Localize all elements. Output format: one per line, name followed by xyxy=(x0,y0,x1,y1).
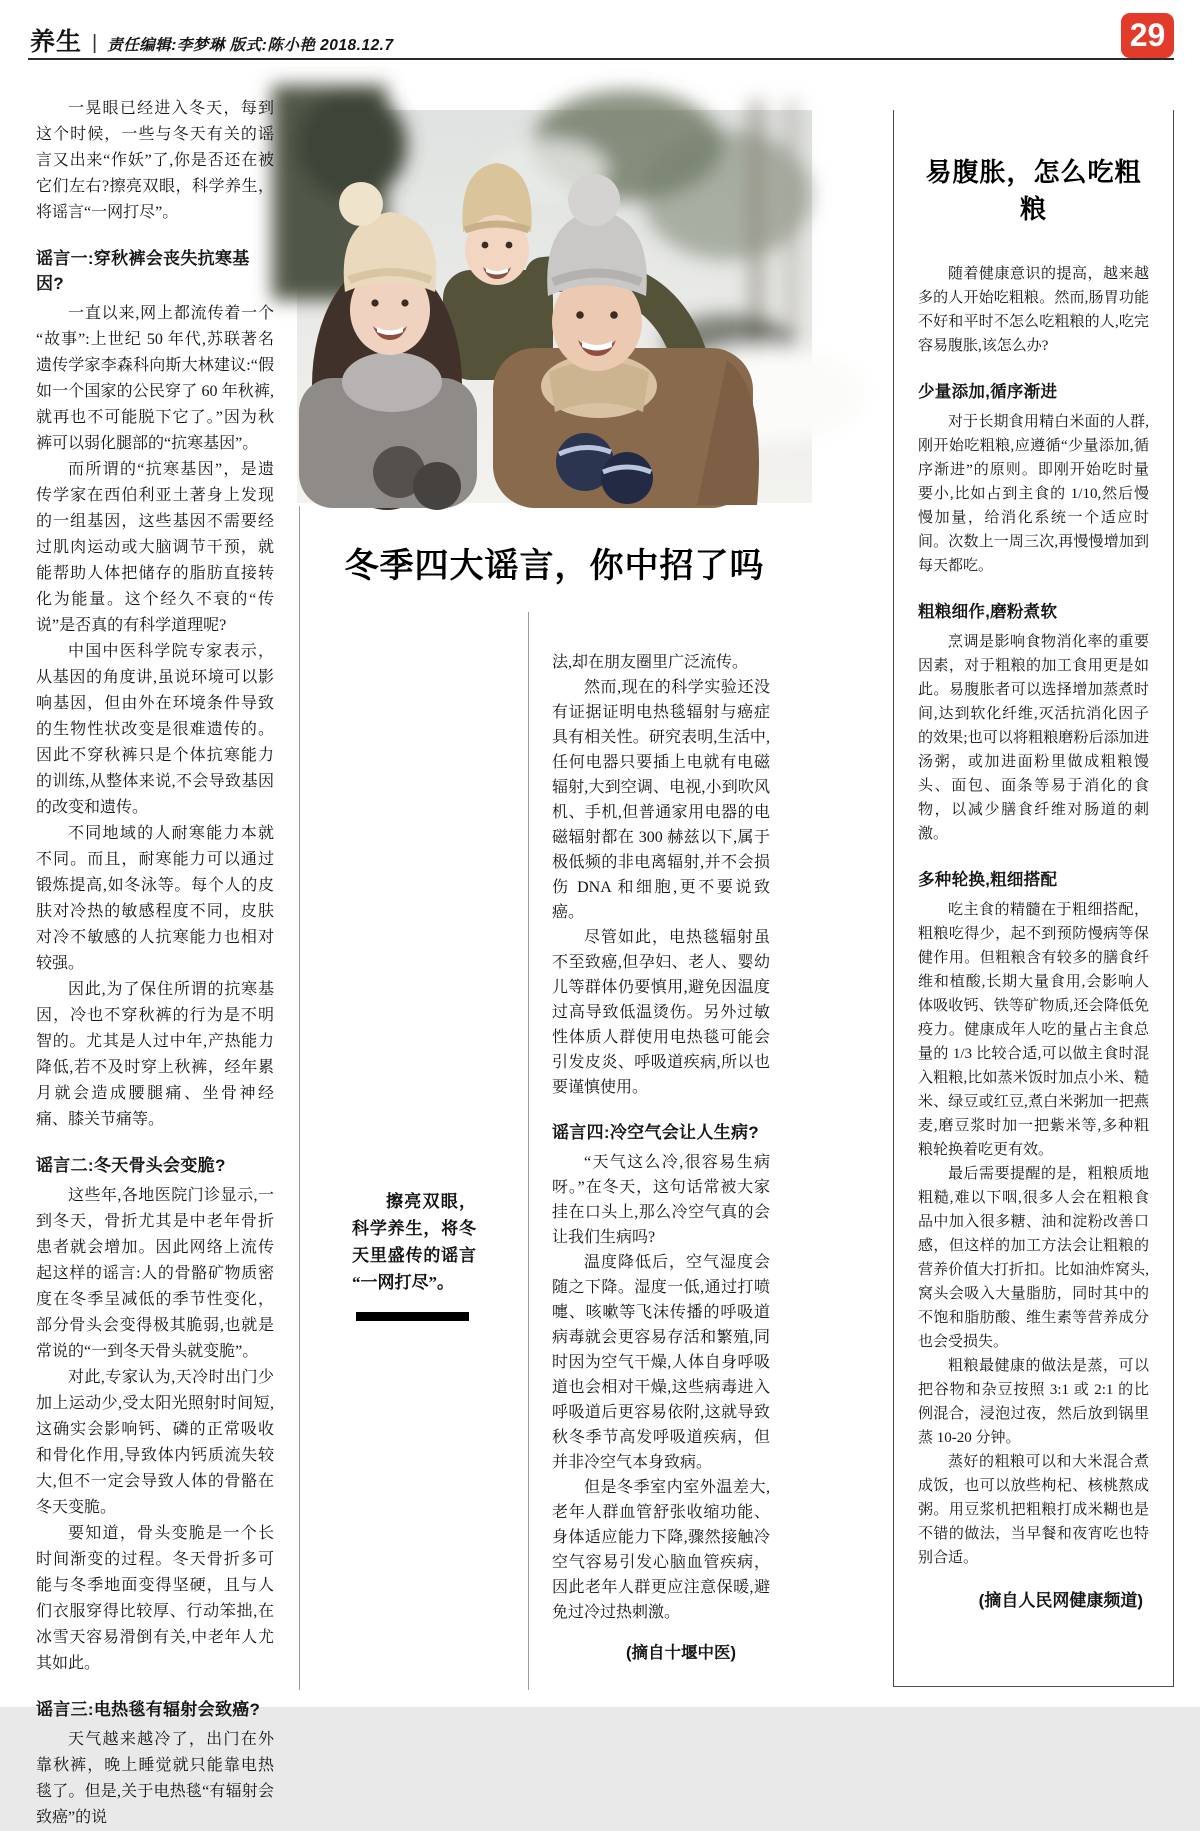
paragraph: 不同地域的人耐寒能力本就不同。而且，耐寒能力可以通过锻炼提高,如冬泳等。每个人的皮肤对冷热的敏感程度不同，皮肤对冷不敏感的人抗寒能力也相对较强。 xyxy=(36,825,274,972)
section-heading: 多种轮换,粗细搭配 xyxy=(918,871,1058,889)
paragraph: 对此,专家认为,天冷时出门少加上运动少,受太阳光照射时间短,这确实会影响钙、磷的正常吸收和骨化作用,导致体内钙质流失较大,但不一定会导致人体的骨骼在冬天变脆。 xyxy=(36,1369,274,1516)
paragraph: 天气越来越冷了，出门在外靠秋裤，晚上睡觉就只能靠电热毯了。但是,关于电热毯“有辐射会致癌”的说 xyxy=(36,1731,274,1826)
source-credit: (摘自人民网健康频道) xyxy=(978,1591,1143,1610)
side-article-body xyxy=(918,262,1149,1611)
side-article-panel xyxy=(893,110,1174,1687)
pull-quote-bar xyxy=(356,1312,469,1321)
winter-family-photo-svg xyxy=(297,110,812,503)
paragraph: 因此,为了保住所谓的抗寒基因，冷也不穿秋裤的行为是不明智的。尤其是人过中年,产热能力降低,若不及时穿上秋裤，经年累月就会造成腰腿痛、坐骨神经痛、膝关节痛等。 xyxy=(36,981,274,1128)
paragraph: 粗粮最健康的做法是蒸，可以把谷物和杂豆按照 3:1 或 2:1 的比例混合，浸泡过夜，然后放到锅里蒸 10-20 分钟。 xyxy=(918,1358,1149,1446)
paragraph: 而所谓的“抗寒基因”，是遗传学家在西伯利亚土著身上发现的一组基因，这些基因不需要经过肌肉运动或大脑调节干预，就能帮助人体把储存的脂肪直接转化为能量。这个经久不衰的“传说”是否真的有科学道理呢? xyxy=(36,461,274,634)
winter-family-photo xyxy=(297,110,812,503)
paragraph: 中国中医科学院专家表示，从基因的角度讲,虽说环境可以影响基因，但由外在环境条件导致的生物性状改变是很难遗传的。因此不穿秋裤只是个体抗寒能力的训练,从整体来说,不会导致基因的改变和遗传。 xyxy=(36,643,274,816)
paragraph: “天气这么冷,很容易生病呀。”在冬天，这句话常被大家挂在口头上,那么冷空气真的会让我们生病吗? xyxy=(552,1154,770,1246)
section-heading: 谣言四:冷空气会让人生病? xyxy=(552,1123,759,1142)
paragraph: 但是冬季室内室外温差大,老年人群血管舒张收缩功能、身体适应能力下降,骤然接触冷空气容易引发心脑血管疾病，因此老年人群更应注意保暖,避免过冷过热刺激。 xyxy=(552,1479,770,1621)
paragraph: 这些年,各地医院门诊显示,一到冬天，骨折尤其是中老年骨折患者就会增加。因此网络上流传起这样的谣言:人的骨骼矿物质密度在冬季呈减低的季节性变化，部分骨头会变得极其脆弱,也就是常说的“一到冬天骨头就变脆”。 xyxy=(36,1187,274,1360)
section-heading: 谣言三:电热毯有辐射会致癌? xyxy=(36,1700,261,1719)
paragraph: 尽管如此，电热毯辐射虽不至致癌,但孕妇、老人、婴幼儿等群体仍要慎用,避免因温度过高导致低温烫伤。另外过敏性体质人群使用电热毯可能会引发皮炎、呼吸道疾病,所以也要谨慎使用。 xyxy=(552,929,770,1096)
main-article-left-column xyxy=(36,96,274,1826)
section-title: 养生 xyxy=(30,28,83,56)
masthead-divider: | xyxy=(92,32,98,54)
side-article-title: 易腹胀，怎么吃粗粮 xyxy=(925,158,1142,224)
paragraph: 蒸好的粗粮可以和大米混合煮成饭，也可以放些枸杞、核桃熬成粥。用豆浆机把粗粮打成米糊也是不错的做法，当早餐和夜宵吃也特别合适。 xyxy=(918,1454,1149,1566)
column-rule-left xyxy=(299,506,300,1690)
paragraph: 法,却在朋友圈里广泛流传。 xyxy=(552,654,749,671)
paragraph: 然而,现在的科学实验还没有证据证明电热毯辐射与癌症具有相关性。研究表明,生活中,任何电器只要插上电就有电磁辐射,大到空调、电视,小到吹风机、手机,但普通家用电器的电磁辐射都在 300 赫兹以下,属于极低频的非电离辐射,并不会损伤 DNA 和细胞,更不要说致癌。 xyxy=(552,679,770,921)
masthead-credits: 责任编辑:李梦琳 版式:陈小艳 2018.12.7 xyxy=(107,37,394,54)
page-number-badge: 29 xyxy=(1121,13,1174,58)
paragraph: 吃主食的精髓在于粗细搭配，粗粮吃得少，起不到预防慢病等保健作用。但粗粮含有较多的膳食纤维和植酸,长期大量食用,会影响人体吸收钙、铁等矿物质,还会降低免疫力。健康成年人吃的量占主食总量的 1/3 比较合适,可以做主食时混入粗粮,比如蒸米饭时加点小米、糙米、绿豆或红豆,煮白米粥加一把燕麦,磨豆浆时加一把紫米等,多种粗粮轮换着吃更有效。 xyxy=(918,902,1149,1158)
paragraph: 一直以来,网上都流传着一个“故事”:上世纪 50 年代,苏联著名遗传学家李森科向斯大林建议:“假如一个国家的公民穿了 60 年秋裤,就再也不可能脱下它了。”因为秋裤可以弱化腿部的“抗寒基因”。 xyxy=(36,305,274,452)
paragraph: 最后需要提醒的是，粗粮质地粗糙,难以下咽,很多人会在粗粮食品中加入很多糖、油和淀粉改善口感，但这样的加工方法会让粗粮的营养价值大打折扣。比如油炸窝头,窝头会吸入大量脂肪，同时其中的不饱和脂肪酸、维生素等营养成分也会受损失。 xyxy=(918,1166,1149,1350)
column-rule-center xyxy=(528,612,529,1690)
section-heading: 谣言一:穿秋裤会丧失抗寒基因? xyxy=(36,249,250,293)
paragraph: 温度降低后，空气湿度会随之下降。湿度一低,通过打喷嚏、咳嗽等飞沫传播的呼吸道病毒就会更容易存活和繁殖,同时因为空气干燥,人体自身呼吸道也会相对干燥,这些病毒进入呼吸道后更容易依附,这就导致秋冬季节高发呼吸道疾病，但并非冷空气本身致病。 xyxy=(552,1254,770,1471)
section-heading: 谣言二:冬天骨头会变脆? xyxy=(36,1156,226,1175)
pull-quote: 擦亮双眼，科学养生，将冬天里盛传的谣言“一网打尽”。 xyxy=(352,1192,476,1292)
main-article-center-column xyxy=(552,650,770,1666)
paragraph: 要知道，骨头变脆是一个长时间渐变的过程。冬天骨折多可能与冬季地面变得坚硬，且与人们衣服穿得比较厚、行动笨拙,在冰雪天容易滑倒有关,中老年人尤其如此。 xyxy=(36,1525,274,1672)
paragraph: 一晃眼已经进入冬天，每到这个时候，一些与冬天有关的谣言又出来“作妖”了,你是否还在被它们左右?擦亮双眼，科学养生，将谣言“一网打尽”。 xyxy=(36,100,274,221)
masthead xyxy=(30,22,394,58)
paragraph: 随着健康意识的提高，越来越多的人开始吃粗粮。然而,肠胃功能不好和平时不怎么吃粗粮的人,吃完容易腹胀,该怎么办? xyxy=(918,266,1149,354)
section-heading: 粗粮细作,磨粉煮软 xyxy=(918,603,1058,621)
masthead-rule xyxy=(28,58,1174,60)
source-credit: (摘自十堰中医) xyxy=(626,1644,736,1662)
paragraph: 对于长期食用精白米面的人群,刚开始吃粗粮,应遵循“少量添加,循序渐进”的原则。即刚开始吃时量要小,比如占到主食的 1/10,然后慢慢加量，给消化系统一个适应时间。次数上一周三次,再慢慢增加到每天都吃。 xyxy=(918,414,1149,574)
main-article-title: 冬季四大谣言，你中招了吗 xyxy=(344,548,765,585)
paragraph: 烹调是影响食物消化率的重要因素，对于粗粮的加工食用更是如此。易腹胀者可以选择增加蒸煮时间,达到软化纤维,灭活抗消化因子的效果;也可以将粗粮磨粉后添加进汤粥，或加进面粉里做成粗粮馒头、面包、面条等易于消化的食物，以减少膳食纤维对肠道的刺激。 xyxy=(918,634,1149,842)
section-heading: 少量添加,循序渐进 xyxy=(918,383,1058,401)
